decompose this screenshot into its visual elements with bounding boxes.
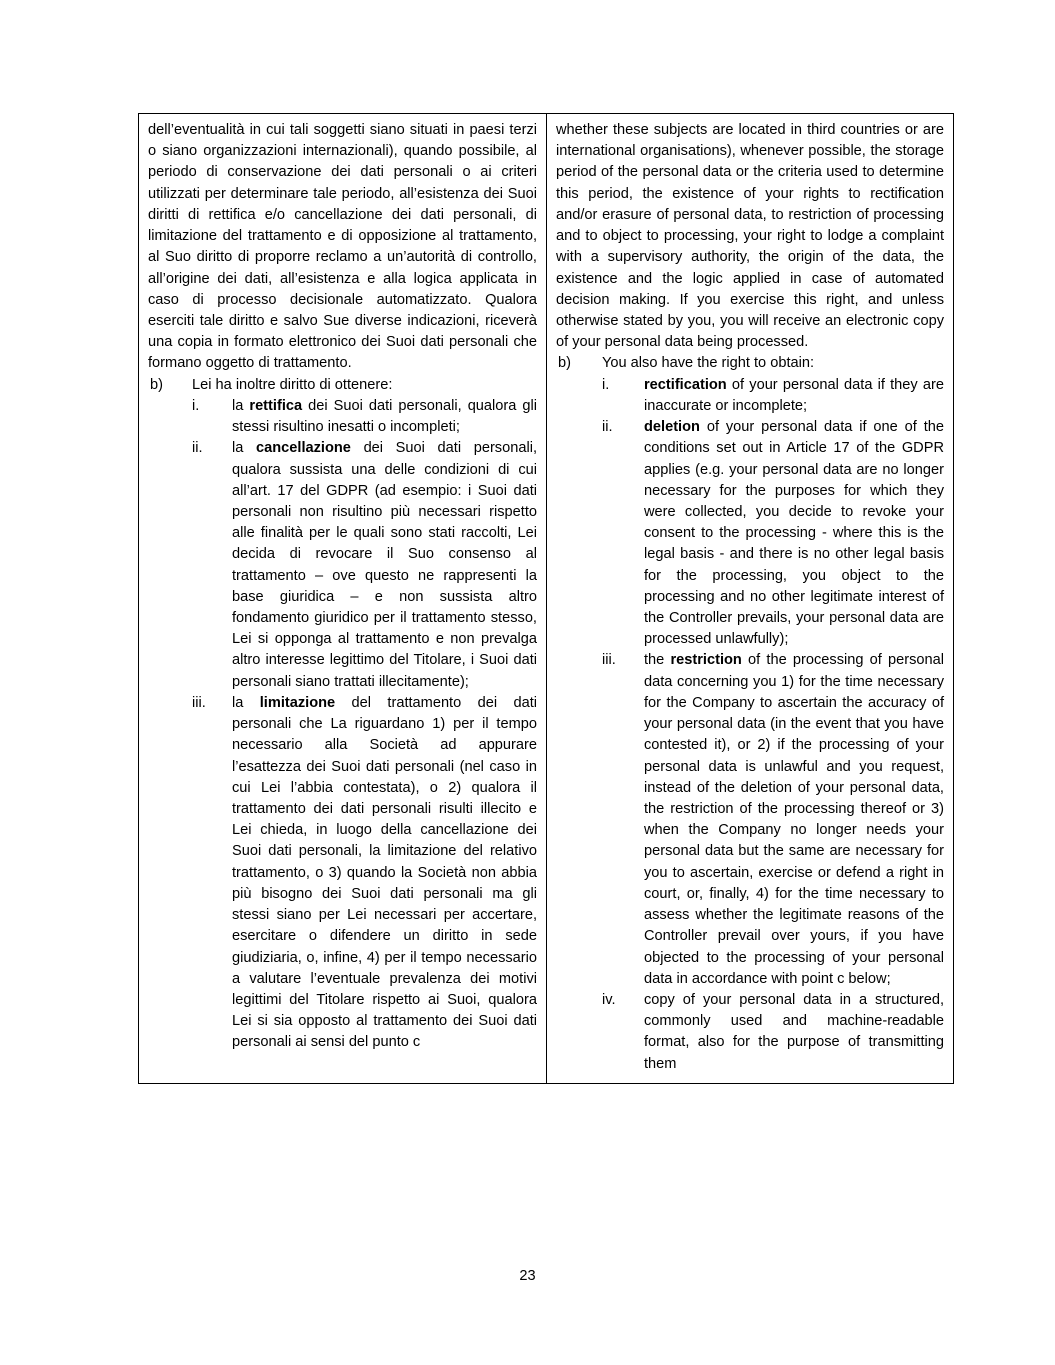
en-sub-item-bold: deletion xyxy=(644,419,700,436)
it-sub-item-text xyxy=(232,693,537,1054)
it-sub-item xyxy=(192,693,537,1054)
it-sub-item-rest: dei Suoi dati personali, qualora gli stessi risultino inesatti o incompleti; xyxy=(232,397,537,436)
en-sub-item-marker: ii. xyxy=(602,419,613,436)
en-item-b-text: You also have the right to obtain: xyxy=(602,355,815,372)
en-sub-item-bold: restriction xyxy=(670,652,742,669)
en-item-b xyxy=(556,353,944,374)
en-sub-item-text xyxy=(644,650,944,990)
it-sub-item-lead: la xyxy=(232,694,260,711)
bilingual-table xyxy=(138,113,954,1084)
it-sub-item-marker: i. xyxy=(192,397,200,414)
page-number: 23 xyxy=(519,1268,536,1284)
it-item-b-text: Lei ha inoltre diritto di ottenere: xyxy=(192,376,393,393)
it-item-b-marker: b) xyxy=(150,376,163,393)
it-sub-item-marker: iii. xyxy=(192,694,206,711)
italian-column xyxy=(139,114,547,1084)
it-sub-item xyxy=(192,396,537,438)
en-sub-item-lead: copy of your personal data in a structured, commonly used and machine-readable format, also for the purpose of transmitting them xyxy=(644,991,944,1072)
it-intro-paragraph: dell’eventualità in cui tali soggetti siano situati in paesi terzi o siano organizzazioni internazionali), quando possibile, al periodo di conservazione dei dati personali o ai criteri utilizzati per determinare tale periodo, all’esistenza dei Suoi diritti di rettifica e/o cancellazione dei dati personali, di limitazione del trattamento e di opposizione al trattamento, al Suo diritto di proporre reclamo a un’autorità di controllo, all’origine dei dati, all’esistenza e alla logica applicata in caso di processo decisionale automatizzato. Qualora eserciti tale diritto e salvo Sue diverse indicazioni, riceverà una copia in formato elettronico dei Suoi dati personali che formano oggetto di trattamento. xyxy=(148,122,537,372)
en-intro-paragraph: whether these subjects are located in third countries or are international organisations), whenever possible, the storage period of the personal data or the criteria used to determine this period, the existence of your rights to rectification and/or erasure of personal data, to restriction of processing and to object to processing, your right to lodge a complaint with a supervisory authority, the origin of the data, the existence and the logic applied in case of automated decision making. If you exercise this right, and unless otherwise stated by you, you will receive an electronic copy of your personal data being processed. xyxy=(556,122,944,351)
en-item-b-marker: b) xyxy=(558,355,571,372)
en-sub-item-rest: of your personal data if they are inaccurate or incomplete; xyxy=(644,376,944,414)
en-sub-item-text xyxy=(644,990,944,1075)
en-sub-item xyxy=(602,417,944,650)
it-sub-item-bold: cancellazione xyxy=(256,440,351,457)
en-sub-item-marker: i. xyxy=(602,376,610,393)
it-sub-item-rest: del trattamento dei dati personali che La riguardano 1) per il tempo necessario alla Società ad appurare l’esattezza dei Suoi dati personali (nel caso in cui Lei l’abbia contestata), o 2) qualora il trattamento dei dati personali risulti illecito e Lei chieda, in luogo della cancellazione dei Suoi dati personali, la limitazione del relativo trattamento, o 3) quando la Società non abbia più bisogno dei Suoi dati personali ma gli stessi siano per Lei necessari per accertare, esercitare o difendere un diritto in sede giudiziaria, o, infine, 4) per il tempo necessario a valutare l’eventuale prevalenza dei motivi legittimi del Titolare rispetto ai Suoi, qualora Lei si sia opposto al trattamento dei Suoi dati personali ai sensi del punto c xyxy=(232,694,537,1051)
en-sub-item xyxy=(602,990,944,1075)
it-sub-item-text xyxy=(232,396,537,438)
it-sub-item-bold: limitazione xyxy=(259,694,336,711)
en-sub-item-lead: the xyxy=(644,652,671,669)
en-sub-item-marker: iv. xyxy=(602,991,616,1008)
it-sub-item xyxy=(192,438,537,693)
it-sub-item-text xyxy=(232,438,537,693)
table-row xyxy=(139,114,954,1084)
en-sub-item-rest: of the processing of personal data concerning you 1) for the time necessary for the Company to ascertain the accuracy of your personal data (in the event that you have contested it), or 2) if the processing of your personal data is unlawful and you request, instead of the deletion of your personal data, the restriction of the processing thereof or 3) when the Company no longer needs your personal data but the same are necessary for you to ascertain, exercise or defend a right in court, or, finally, 4) for the time necessary to assess whether the legitimate reasons of the Controller prevail over yours, if you have objected to the processing of your personal data in accordance with point c below; xyxy=(644,652,944,987)
it-sub-item-lead: la xyxy=(232,397,250,414)
en-sub-item-text xyxy=(644,375,944,417)
en-sub-item xyxy=(602,650,944,990)
en-sub-item-rest: of your personal data if one of the conditions set out in Article 17 of the GDPR applies (e.g. your personal data are no longer necessary for the purposes for which they were collected, you decide to revoke your consent to the processing - where this is the legal basis - and there is no other legal basis for the processing, you object to the processing and no other legitimate interest of the Controller prevails, your personal data are processed unlawfully); xyxy=(644,419,944,648)
english-column xyxy=(547,114,954,1084)
en-sub-item-bold: rectification xyxy=(644,376,727,393)
it-sub-item-rest: dei Suoi dati personali, qualora sussista una delle condizioni di cui all’art. 17 del GDPR (ad esempio: i Suoi dati personali non risultino più necessari rispetto alle finalità per le quali sono stati raccolti, Lei decida di revocare il Suo consenso al trattamento – ove questo ne rappresenti la base giuridica – e non sussista altro fondamento giuridico per il trattamento stesso, Lei si opponga al trattamento e non prevalga altro interesse legittimo del Titolare, i Suoi dati personali siano trattati illecitamente); xyxy=(232,440,537,690)
it-sub-item-lead: la xyxy=(232,440,257,457)
en-sub-item-text xyxy=(644,417,944,650)
it-sub-item-bold: rettifica xyxy=(249,397,303,414)
it-item-b xyxy=(148,375,537,396)
en-sub-item-marker: iii. xyxy=(602,652,616,669)
en-sub-item xyxy=(602,375,944,417)
it-sub-item-marker: ii. xyxy=(192,440,203,457)
